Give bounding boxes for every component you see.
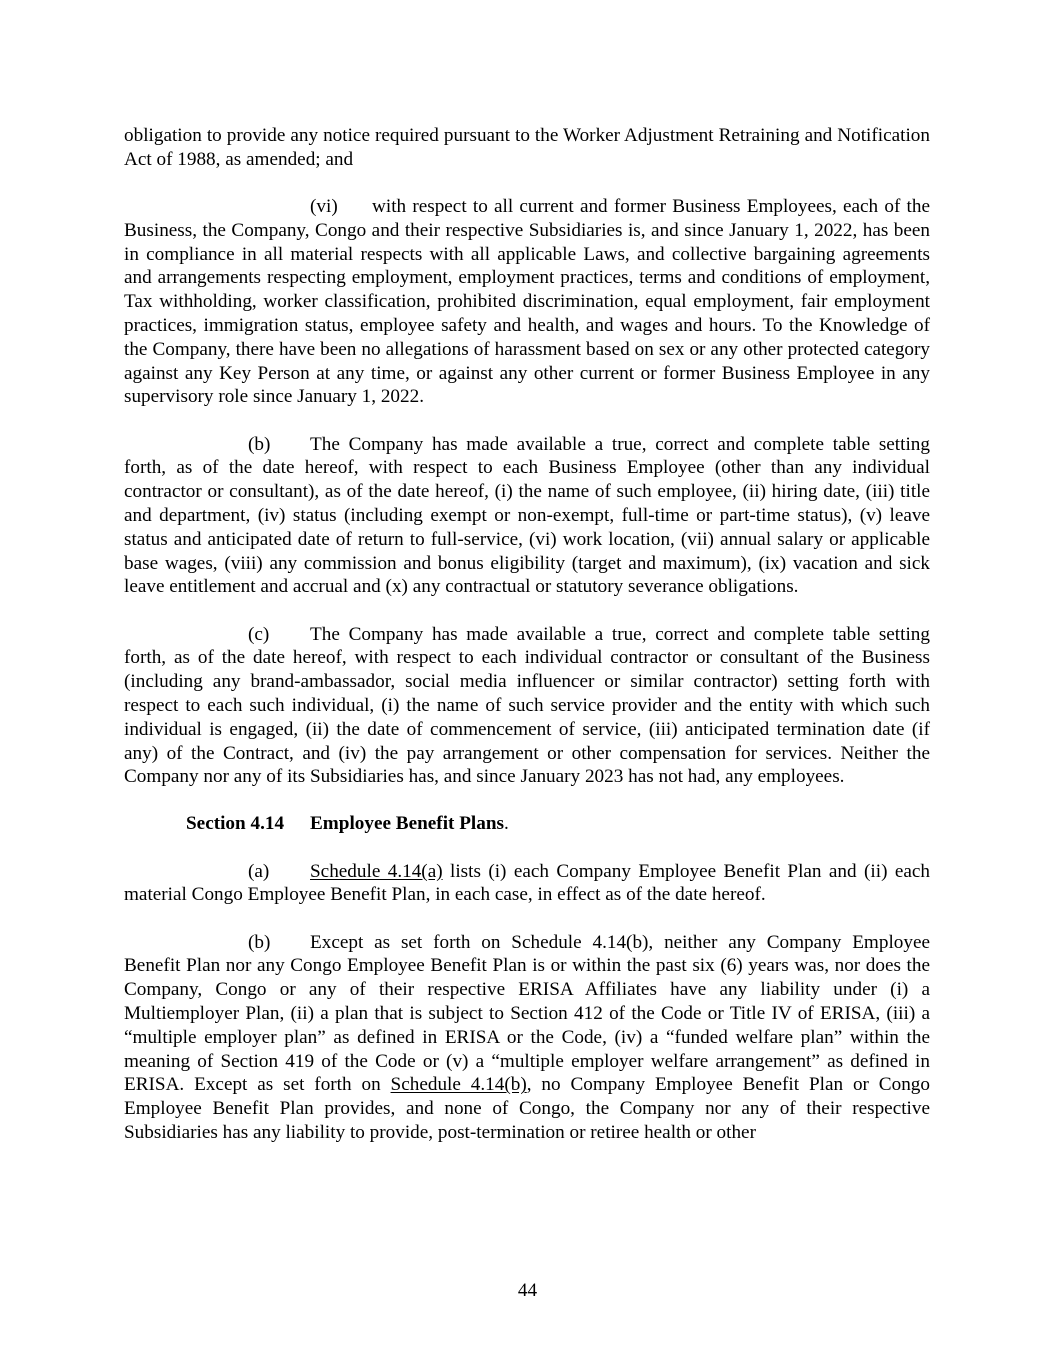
paragraph-text: obligation to provide any notice required pursuant to the Worker Adjustment Retraining and Notification Act of 1988, as amended; and: [124, 125, 930, 170]
section-number: Section 4.14: [186, 813, 285, 835]
schedule-reference-link[interactable]: Schedule 4.14(a): [310, 860, 443, 882]
document-page: [124, 124, 930, 1168]
section-heading: [186, 812, 930, 836]
clause-label: (c): [248, 623, 270, 645]
clause-label: (b): [248, 931, 271, 953]
paragraph-text: , no Company Employee Benefit Plan or Congo Employee Benefit Plan provides, and none of Congo, the Company nor any of their respective Subsidiaries has any liability to provide, post-termination or retiree health or other: [124, 1074, 930, 1144]
paragraph-text: with respect to all current and former Business Employees, each of the Business, the Company, Congo and their respective Subsidiaries is, and since January 1, 2022, has been in compliance in all material respects with all applicable Laws, and collective bargaining agreements and arrangements respecting employment, employment practices, terms and conditions of employment, Tax withholding, worker classification, prohibited discrimination, equal employment, fair employment practices, immigration status, employee safety and health, and wages and hours. To the Knowledge of the Company, there have been no allegations of harassment based on sex or any other protected category against any Key Person at any time, or against any other current or former Business Employee in any supervisory role since January 1, 2022.: [124, 195, 930, 408]
section-title-period: .: [504, 813, 509, 835]
paragraph-text: Except as set forth on Schedule 4.14(b), neither any Company Employee Benefit Plan nor any Congo Employee Benefit Plan is or within the past six (6) years was, nor does the Company, Congo or any of their respective ERISA Affiliates have any liability under (i) a Multiemployer Plan, (ii) a plan that is subject to Section 412 of the Code or Title IV of ERISA, (iii) a “multiple employer plan” as defined in ERISA or the Code, (iv) a “funded welfare plan” within the meaning of Section 419 of the Code or (v) a “multiple employer welfare arrangement” as defined in ERISA. Except as set forth on: [124, 931, 930, 1096]
paragraph-text: The Company has made available a true, correct and complete table setting forth, as of the date hereof, with respect to each Business Employee (other than any individual contractor or consultant), as of the date hereof, (i) the name of such employee, (ii) hiring date, (iii) title and department, (iv) status (including exempt or non-exempt, full-time or part-time status), (v) leave status and anticipated date of return to full-service, (vi) work location, (vii) annual salary or applicable base wages, (viii) any commission and bonus eligibility (target and maximum), (ix) vacation and sick leave entitlement and accrual and (x) any contractual or statutory severance obligations.: [124, 433, 930, 598]
paragraph-c: [124, 623, 930, 790]
section-title: Employee Benefit Plans: [310, 813, 504, 835]
paragraph-b: [124, 433, 930, 600]
paragraph-text: lists (i) each Company Employee Benefit Plan and (ii) each material Congo Employee Benefit Plan, in each case, in effect as of the date hereof.: [124, 860, 930, 906]
section-paragraph-b: [124, 931, 930, 1145]
clause-label: (b): [248, 433, 271, 455]
clause-label: (a): [248, 860, 270, 882]
page-number: 44: [517, 1280, 538, 1301]
clause-label: (vi): [310, 195, 338, 217]
paragraph-vi: [124, 195, 930, 409]
schedule-reference-link[interactable]: Schedule 4.14(b): [390, 1074, 527, 1096]
section-paragraph-a: [124, 860, 930, 908]
paragraph-continuation: [124, 124, 930, 172]
paragraph-text: The Company has made available a true, correct and complete table setting forth, as of the date hereof, with respect to each individual contractor or consultant of the Business (including any brand-ambassador, social media influencer or similar contractor) setting forth with respect to each such individual, (i) the name of such service provider and the entity with which such individual is engaged, (ii) the date of commencement of service, (iii) anticipated termination date (if any) of the Contract, and (iv) the pay arrangement or other compensation for services. Neither the Company nor any of its Subsidiaries has, and since January 2023 has not had, any employees.: [124, 623, 930, 788]
